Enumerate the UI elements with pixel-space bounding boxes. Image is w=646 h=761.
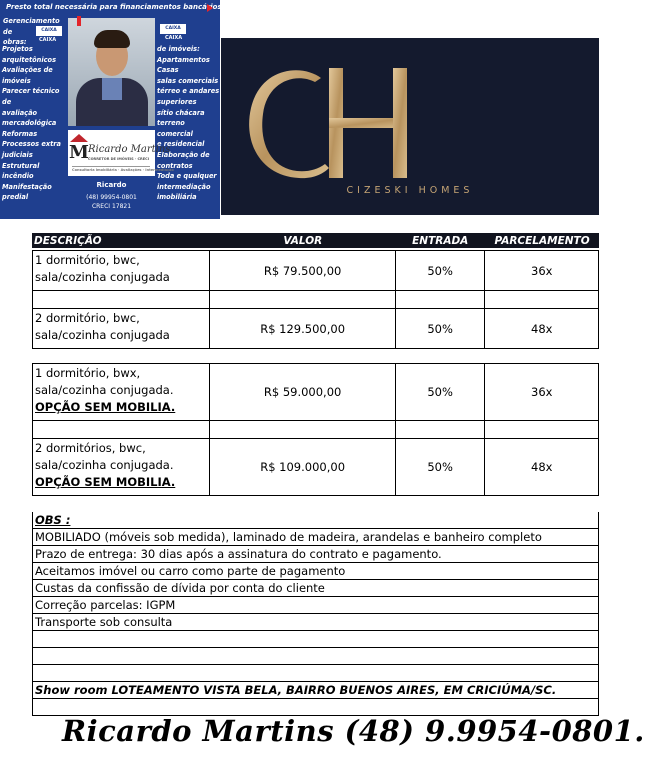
price-table-furnished (32, 250, 599, 349)
card-headline: Presto total necessária para financiamentos bancários. (6, 3, 225, 11)
agent-photo (68, 18, 155, 126)
row-description: 1 dormitório, bwc, sala/cozinha conjugada (33, 251, 210, 291)
obs-title: OBS : (33, 512, 599, 529)
row-valor: R$ 59.000,00 (210, 364, 395, 421)
obs-line: Correção parcelas: IGPM (33, 597, 599, 614)
row-note: OPÇÃO SEM MOBILIA. (35, 475, 176, 489)
row-parcelas: 36x (485, 251, 599, 291)
row-parcelas: 48x (485, 439, 599, 496)
row-description: 1 dormitório, bwx, sala/cozinha conjugada. OPÇÃO SEM MOBILIA. (33, 364, 210, 421)
table-row (33, 251, 599, 291)
row-description: 2 dormitórios, bwc, sala/cozinha conjugada. OPÇÃO SEM MOBILIA. (33, 439, 210, 496)
header-valor: VALOR (210, 233, 395, 248)
brand-name: CIZESKI HOMES (346, 185, 474, 196)
agent-phone: (48) 99954-0801 CRECI 17821 (86, 194, 137, 210)
cizeski-logo (221, 38, 599, 215)
obs-line-empty (33, 665, 599, 682)
row-entrada: 50% (395, 251, 485, 291)
card-services-list: Projetos arquitetônicos Avaliações de imóveis Parecer técnico de avaliação mercadológica Reformas Processos extra judiciais Estrutural incêndio Manifestação predial (2, 45, 61, 202)
table-row (33, 439, 599, 496)
row-parcelas: 36x (485, 364, 599, 421)
row-valor: R$ 79.500,00 (210, 251, 395, 291)
obs-line-empty (33, 648, 599, 665)
row-entrada: 50% (395, 439, 485, 496)
card-left-top: Gerenciamento de obras: (3, 17, 60, 47)
row-entrada: 50% (395, 309, 485, 349)
caixa-label-left: CAIXA (39, 37, 57, 43)
header-parcelamento: PARCELAMENTO (485, 233, 599, 248)
obs-line: Prazo de entrega: 30 dias após a assinatura do contrato e pagamento. (33, 546, 599, 563)
logo-name: Ricardo Martins (88, 144, 171, 155)
row-parcelas: 48x (485, 309, 599, 349)
header-descricao: DESCRIÇÃO (32, 233, 210, 248)
row-description: 2 dormitório, bwc, sala/cozinha conjugada (33, 309, 210, 349)
card-property-list: de imóveis: Apartamentos Casas salas comerciais térreo e andares superiores sítio chácara terreno comercial e residencial Elaboração de contratos Toda e qualquer intermediação imobiliária (157, 45, 220, 202)
agent-signature: Ricardo Martins (48) 9.9954-0801. (62, 714, 645, 748)
obs-line: Aceitamos imóvel ou carro como parte de pagamento (33, 563, 599, 580)
agent-logo (68, 130, 174, 176)
row-note: OPÇÃO SEM MOBILIA. (35, 400, 176, 414)
header-entrada: ENTRADA (395, 233, 485, 248)
observations-table (32, 512, 599, 716)
table-row (33, 309, 599, 349)
obs-line: Custas da confissão de dívida por conta do cliente (33, 580, 599, 597)
house-roof-icon (70, 134, 88, 142)
table-row-empty (33, 421, 599, 439)
logo-tagline: CORRETOR DE IMÓVEIS · CRECI (88, 157, 149, 161)
obs-line: Transporte sob consulta (33, 614, 599, 631)
row-valor: R$ 109.000,00 (210, 439, 395, 496)
flag-marker-icon (77, 16, 81, 26)
price-table-unfurnished (32, 363, 599, 496)
logo-footer: Consultoria imobiliária · Avaliações · Intermediação (72, 168, 174, 172)
caixa-badge-right: CAIXA (160, 24, 186, 34)
obs-line-empty (33, 699, 599, 716)
business-card (0, 0, 225, 219)
caixa-label-right: CAIXA (165, 35, 183, 41)
agent-name: Ricardo (96, 181, 127, 189)
obs-line-empty (33, 631, 599, 648)
logo-initial: M (69, 142, 89, 163)
play-arrow-icon (207, 4, 213, 12)
caixa-badge-left: CAIXA (36, 26, 62, 36)
price-table-header (32, 233, 599, 248)
row-entrada: 50% (395, 364, 485, 421)
showroom-address: Show room LOTEAMENTO VISTA BELA, BAIRRO BUENOS AIRES, EM CRICIÚMA/SC. (33, 682, 599, 699)
table-row (33, 364, 599, 421)
table-row-empty (33, 291, 599, 309)
row-valor: R$ 129.500,00 (210, 309, 395, 349)
obs-line: MOBILIADO (móveis sob medida), laminado de madeira, arandelas e banheiro completo (33, 529, 599, 546)
